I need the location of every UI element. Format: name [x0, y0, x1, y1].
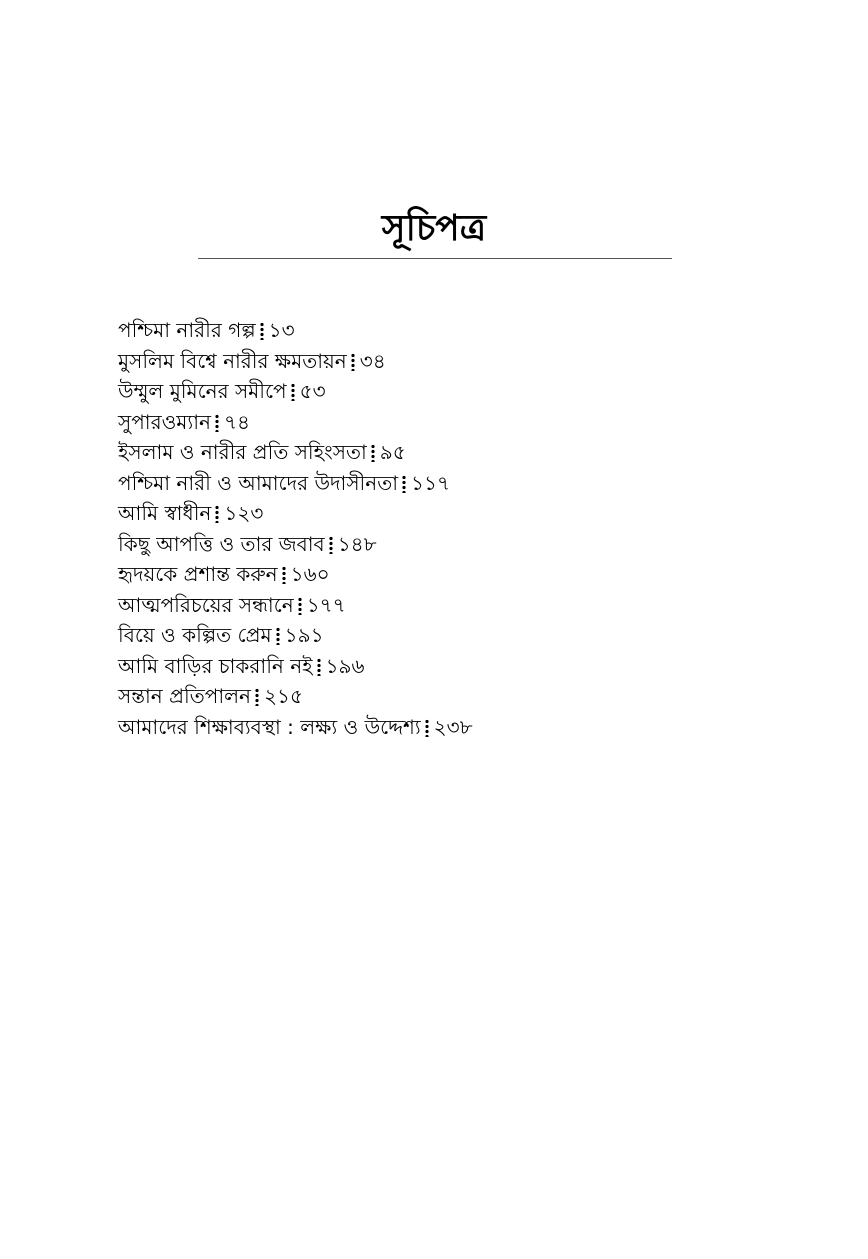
toc-entry-page: ৩৪: [359, 348, 386, 373]
toc-entry: [118, 529, 473, 560]
toc-entry: [118, 315, 473, 346]
separator-dots-icon: [282, 566, 286, 584]
toc-entry-title: মুসলিম বিশ্বে নারীর ক্ষমতায়ন: [118, 348, 347, 373]
toc-entry-title: হৃদয়কে প্রশান্ত করুন: [118, 562, 278, 586]
toc-entry: [118, 681, 473, 712]
toc-entry: [118, 468, 473, 499]
toc-entry-title: আত্মপরিচয়ের সন্ধানে: [118, 592, 294, 617]
toc-entry-page: ৭৪: [223, 409, 250, 434]
toc-entry-title: উম্মুল মুমিনের সমীপে: [118, 379, 287, 403]
toc-entry-page: ১৭৭: [306, 592, 346, 617]
separator-dots-icon: [260, 322, 264, 340]
separator-dots-icon: [215, 505, 219, 523]
toc-entry: [118, 376, 473, 407]
toc-entry-title: বিয়ে ও কল্পিত প্রেম: [118, 623, 272, 647]
toc-entry-page: ১৯৬: [325, 653, 365, 678]
separator-dots-icon: [276, 627, 280, 645]
toc-entry-page: ১৯১: [284, 623, 324, 647]
title-divider: [198, 258, 672, 259]
toc-entry: [118, 437, 473, 468]
toc-entry: [118, 590, 473, 621]
separator-dots-icon: [371, 444, 375, 462]
separator-dots-icon: [215, 414, 219, 432]
toc-entry-title: সন্তান প্রতিপালন: [118, 684, 251, 708]
toc-entry: [118, 712, 473, 743]
toc-entry-page: ১৩: [268, 318, 295, 342]
separator-dots-icon: [317, 658, 321, 676]
toc-entry: [118, 407, 473, 438]
separator-dots-icon: [425, 719, 429, 737]
separator-dots-icon: [351, 353, 355, 371]
separator-dots-icon: [291, 383, 295, 401]
toc-entry: [118, 559, 473, 590]
table-of-contents: [118, 315, 473, 742]
toc-entry-title: ইসলাম ও নারীর প্রতি সহিংসতা: [118, 440, 367, 464]
toc-entry-page: ২১৫: [263, 684, 303, 708]
toc-entry-page: ১১৭: [411, 470, 450, 495]
toc-entry: [118, 620, 473, 651]
separator-dots-icon: [298, 597, 302, 615]
toc-entry: [118, 651, 473, 682]
separator-dots-icon: [402, 475, 406, 493]
toc-entry-title: পশ্চিমা নারী ও আমাদের উদাসীনতা: [118, 470, 399, 495]
toc-entry-page: ১৪৮: [337, 531, 377, 556]
toc-entry-title: আমাদের শিক্ষাব্যবস্থা : লক্ষ্য ও উদ্দেশ্য: [118, 714, 421, 739]
toc-entry-title: আমি বাড়ির চাকরানি নই: [118, 653, 313, 678]
toc-entry-title: আমি স্বাধীন: [118, 501, 212, 525]
toc-entry-page: ২৩৮: [433, 714, 473, 739]
toc-entry-title: পশ্চিমা নারীর গল্প: [118, 318, 256, 342]
toc-entry: [118, 346, 473, 377]
toc-entry: [118, 498, 473, 529]
toc-entry-page: ১২৩: [224, 501, 264, 525]
separator-dots-icon: [329, 536, 333, 554]
toc-entry-page: ১৬০: [290, 562, 330, 586]
toc-entry-page: ৯৫: [379, 440, 406, 464]
page-title: সূচিপত্র: [381, 208, 487, 249]
separator-dots-icon: [255, 688, 259, 706]
toc-entry-title: কিছু আপত্তি ও তার জবাব: [118, 531, 325, 556]
toc-entry-page: ৫৩: [299, 379, 326, 403]
toc-entry-title: সুপারওম্যান: [118, 409, 211, 434]
